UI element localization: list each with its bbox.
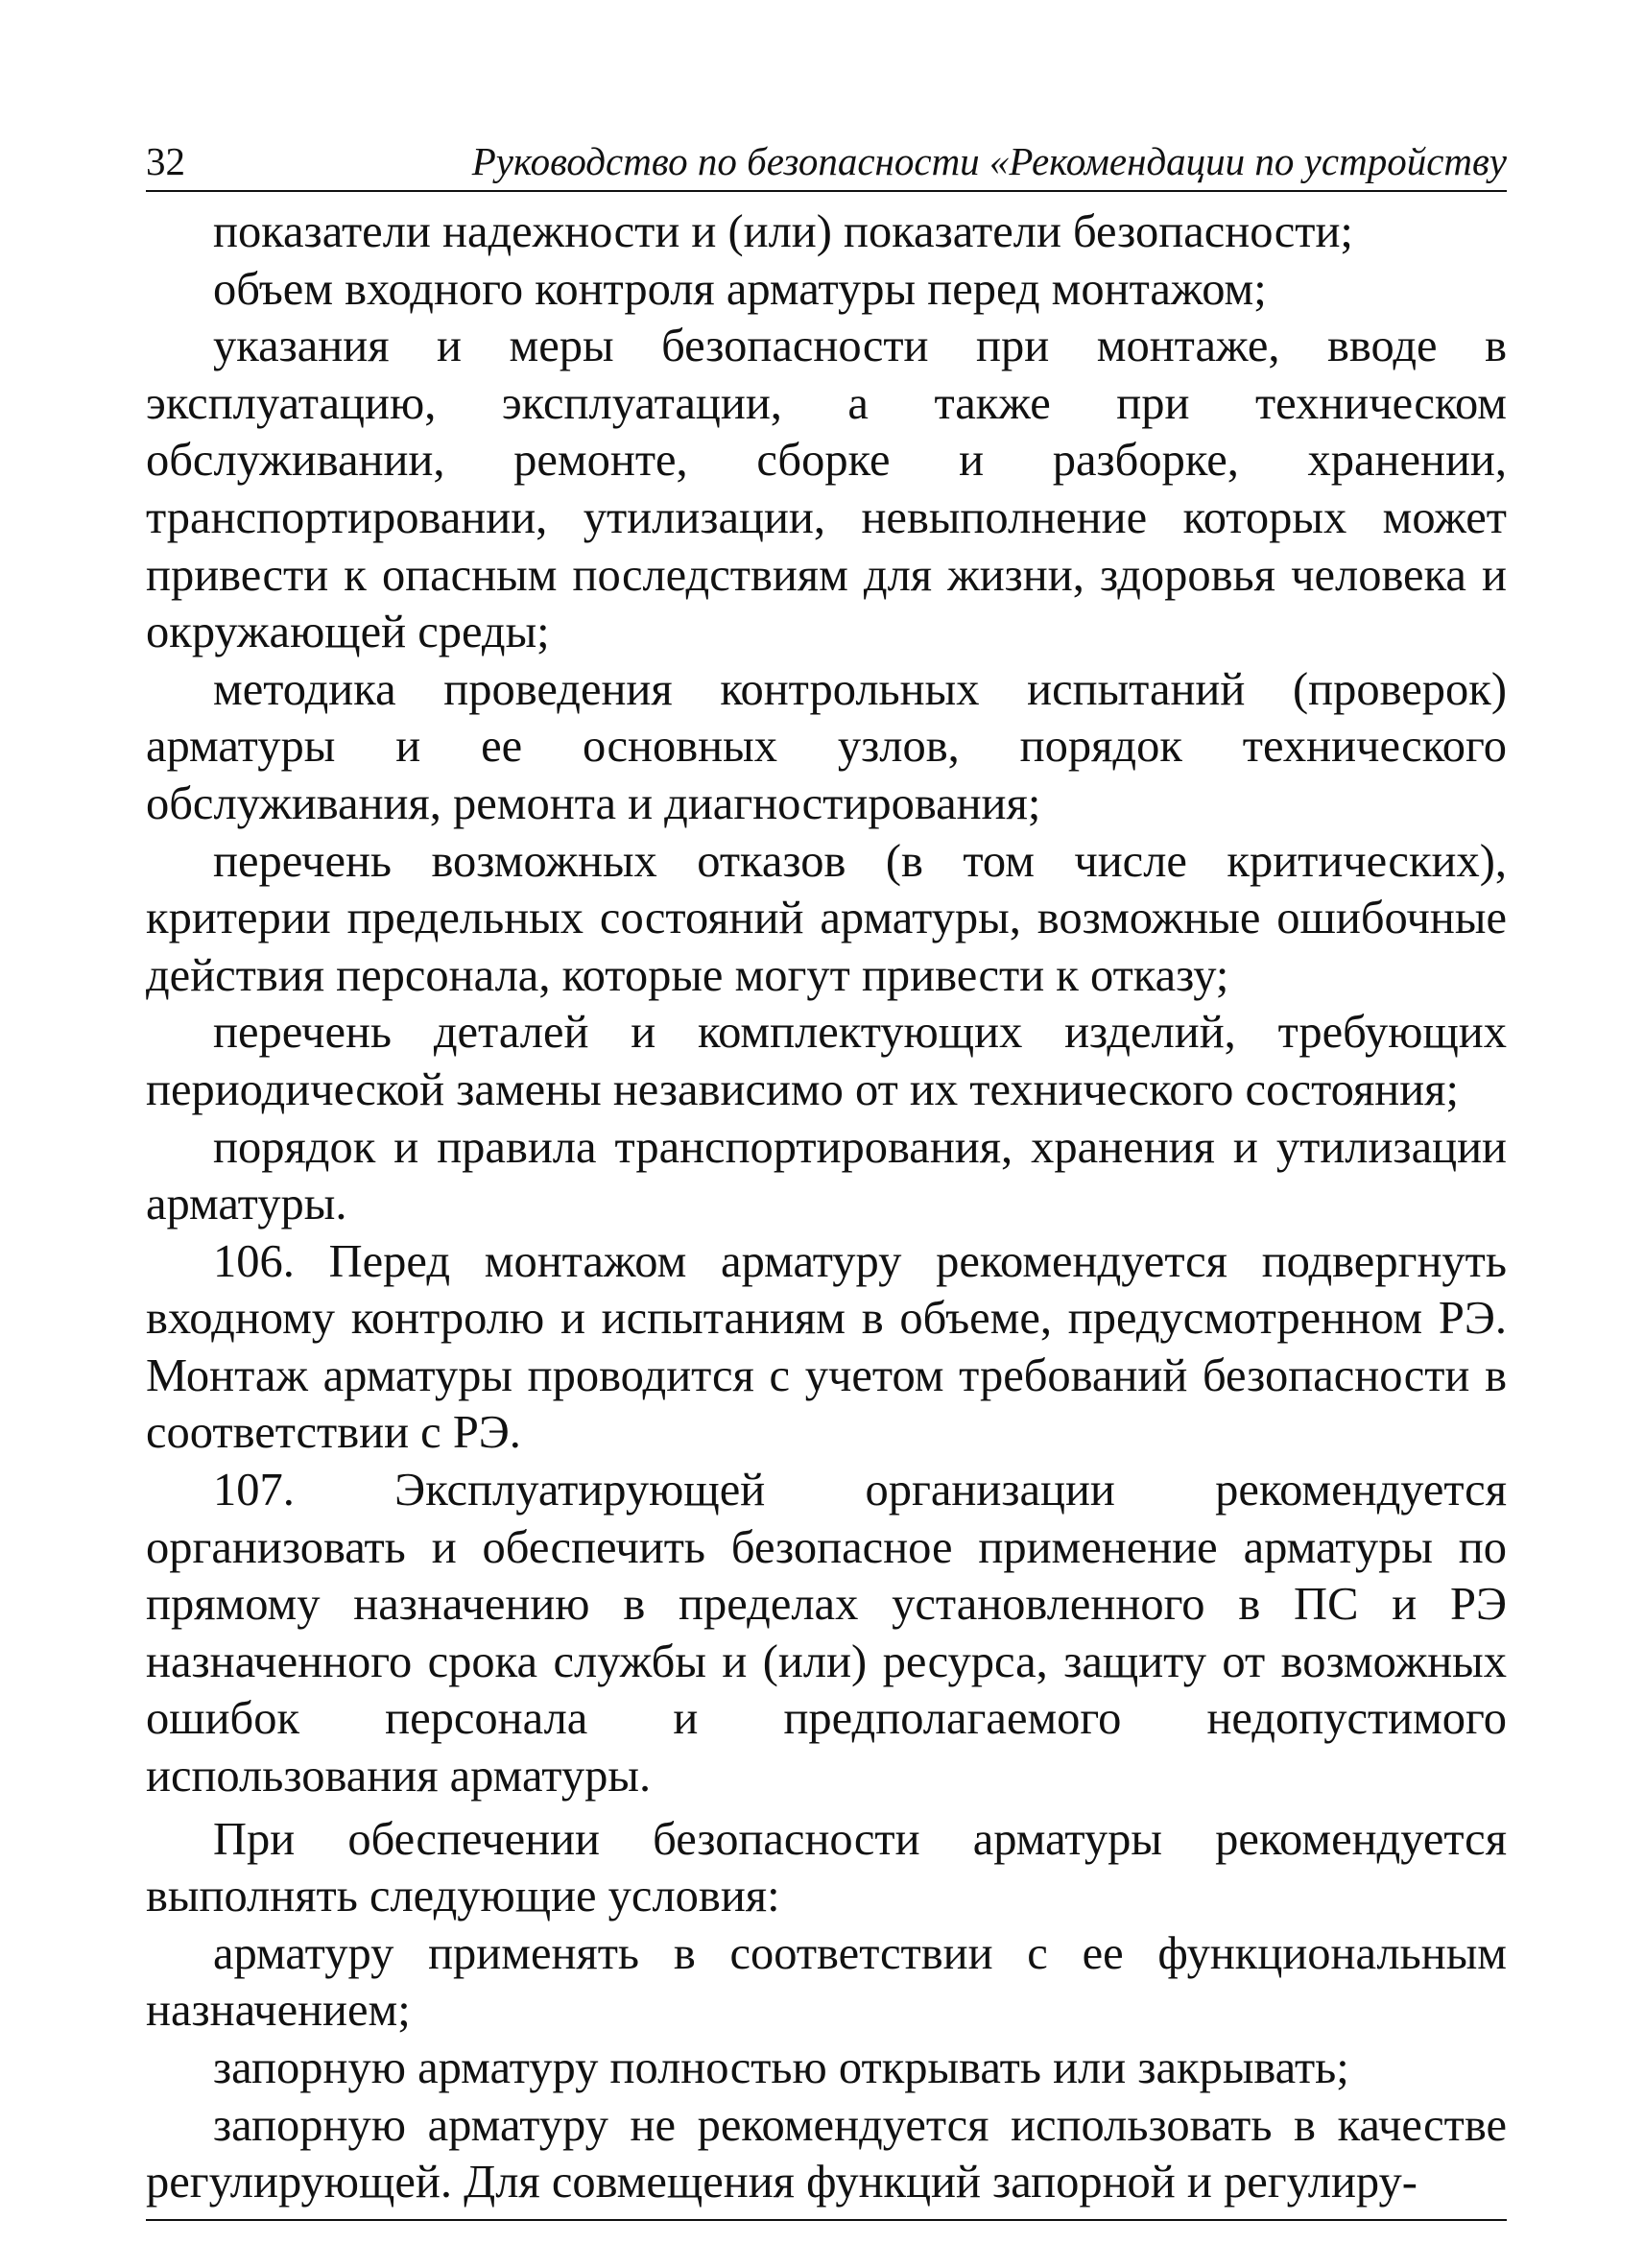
paragraph: запорную арматуру полностью открывать или закрывать; [213,2042,1349,2093]
paragraph: методика проведения контрольных испытаний (проверок) арматуры и ее основных узлов, порядок технического обслуживания, ремонта и диагностирования; [146,663,1507,829]
page-number: 32 [146,139,185,183]
running-header [146,134,1507,192]
footer-rule [146,2219,1507,2221]
paragraph-item-107: 107. Эксплуатирующей организации рекомендуется организовать и обеспечить безопасное применение арматуры по прямому назначению в пределах установленного в ПС и РЭ назначенного срока службы и (или) ресурса, защиту от возможных ошибок персонала и предполагаемого недопустимого использования арматуры. [146,1465,1507,1802]
paragraph: показатели надежности и (или) показатели безопасности; [213,206,1353,257]
paragraph: арматуру применять в соответствии с ее функциональным назначением; [146,1927,1507,2037]
document-page [146,134,1507,2221]
paragraph: перечень возможных отказов (в том числе критических), критерии предельных состояний арматуры, возможные ошибочные действия персонала, которые могут привести к отказу; [146,835,1507,1001]
paragraph: перечень деталей и комплектующих изделий, требующих периодической замены независимо от их технического состояния; [146,1007,1507,1115]
paragraph: запорную арматуру не рекомендуется использовать в качестве регулирующей. Для совмещения функций запорной и регулиру- [146,2099,1507,2208]
paragraph: объем входного контроля арматуры перед монтажом; [213,263,1267,315]
paragraph-item-106: 106. Перед монтажом арматуру рекомендуется подвергнуть входному контролю и испытаниям в объеме, предусмотренном РЭ. Монтаж арматуры проводится с учетом требований безопасности в соответствии с РЭ. [146,1235,1507,1459]
paragraph: указания и меры безопасности при монтаже, вводе в эксплуатацию, эксплуатации, а также при техническом обслуживании, ремонте, сборке и разборке, хранении, транспортировании, утилизации, невыполнение которых может привести к опасным последствиям для жизни, здоровья человека и окружающей среды; [146,321,1507,658]
paragraph: При обеспечении безопасности арматуры рекомендуется выполнять следующие условия: [146,1813,1507,1922]
body-text [146,203,1507,2211]
paragraph: порядок и правила транспортирования, хранения и утилизации арматуры. [146,1121,1507,1230]
running-header-title: Руководство по безопасности «Рекомендации по устройству [471,139,1507,183]
